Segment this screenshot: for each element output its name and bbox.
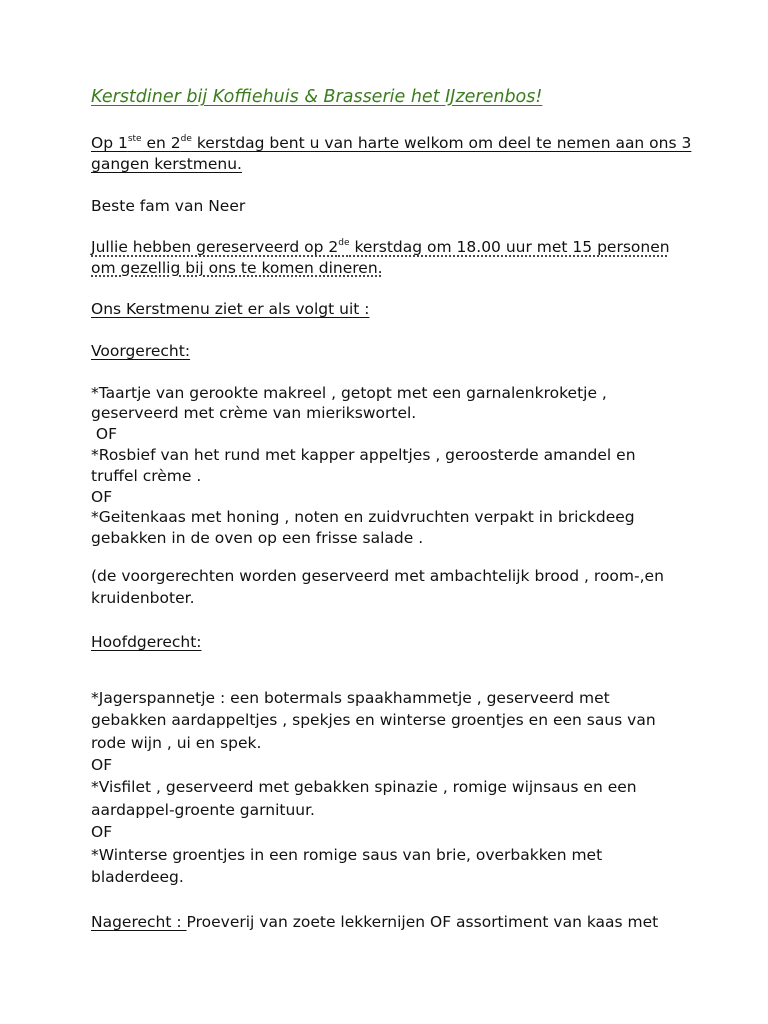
intro-text-b: en 2 — [141, 134, 181, 152]
voorgerecht-line: truffel crème . — [91, 466, 202, 485]
voorgerecht-line: *Geitenkaas met honing , noten en zuidvruchten verpakt in brickdeeg — [91, 508, 635, 527]
hoofdgerecht-list — [91, 687, 691, 889]
document-body — [91, 86, 691, 933]
hoofdgerecht-line: bladerdeeg. — [91, 868, 184, 886]
nagerecht-label: Nagerecht : — [91, 913, 187, 932]
voorgerecht-line: *Rosbief van het rund met kapper appeltjes , geroosterde amandel en — [91, 445, 636, 464]
reservation-paragraph — [91, 237, 691, 258]
voorgerecht-heading: Voorgerecht: — [91, 341, 191, 360]
intro-sup-1: ste — [127, 134, 142, 144]
voorgerecht-line: *Taartje van gerookte makreel , getopt met een garnalenkroketje , — [91, 383, 607, 402]
hoofdgerecht-heading: Hoofdgerecht: — [91, 632, 202, 651]
hoofdgerecht-line: aardappel-groente garnituur. — [91, 800, 315, 819]
hoofdgerecht-line: gebakken aardappeltjes , spekjes en winterse groentjes en een saus van — [91, 711, 656, 730]
note-line: (de voorgerechten worden geserveerd met ambachtelijk brood , room-,en — [91, 566, 664, 585]
intro-text-c: kerstdag bent u van harte welkom om deel te nemen aan ons 3 — [191, 134, 692, 152]
document-title: Kerstdiner bij Koffiehuis & Brasserie het IJzerenbos! — [91, 87, 543, 107]
voorgerecht-note — [91, 565, 691, 609]
voorgerecht-list — [91, 383, 691, 549]
intro-line-2: gangen kerstmenu. — [91, 154, 242, 173]
hoofdgerecht-line: rode wijn , ui en spek. — [91, 733, 262, 752]
intro-text-a: Op 1 — [91, 134, 128, 152]
hoofdgerecht-line: OF — [91, 755, 113, 774]
nagerecht-paragraph — [91, 911, 691, 933]
hoofdgerecht-line: *Visfilet , geserveerd met gebakken spinazie , romige wijnsaus en een — [91, 778, 637, 797]
voorgerecht-line: gebakken in de oven op een frisse salade . — [91, 529, 424, 548]
voorgerecht-line: geserveerd met crème van mierikswortel. — [91, 404, 417, 423]
intro-paragraph — [91, 133, 691, 154]
hoofdgerecht-line: *Jagerspannetje : een botermals spaakhammetje , geserveerd met — [91, 688, 610, 707]
reservation-text-b: kerstdag om 18.00 uur met 15 personen — [349, 238, 670, 257]
voorgerecht-line: OF — [91, 425, 118, 444]
reservation-sup: de — [338, 238, 350, 249]
nagerecht-text: Proeverij van zoete lekkernijen OF assortiment van kaas met — [186, 913, 659, 932]
voorgerecht-line: OF — [91, 487, 113, 506]
hoofdgerecht-line: *Winterse groentjes in een romige saus van brie, overbakken met — [91, 845, 603, 864]
reservation-text-a: Jullie hebben gereserveerd op 2 — [91, 238, 339, 257]
hoofdgerecht-line: OF — [91, 823, 113, 842]
note-line: kruidenboter. — [91, 588, 195, 607]
intro-sup-2: de — [180, 134, 192, 144]
reservation-line-2: om gezellig bij ons te komen dineren. — [91, 259, 383, 278]
menu-intro: Ons Kerstmenu ziet er als volgt uit : — [91, 299, 370, 318]
greeting: Beste fam van Neer — [91, 196, 246, 215]
